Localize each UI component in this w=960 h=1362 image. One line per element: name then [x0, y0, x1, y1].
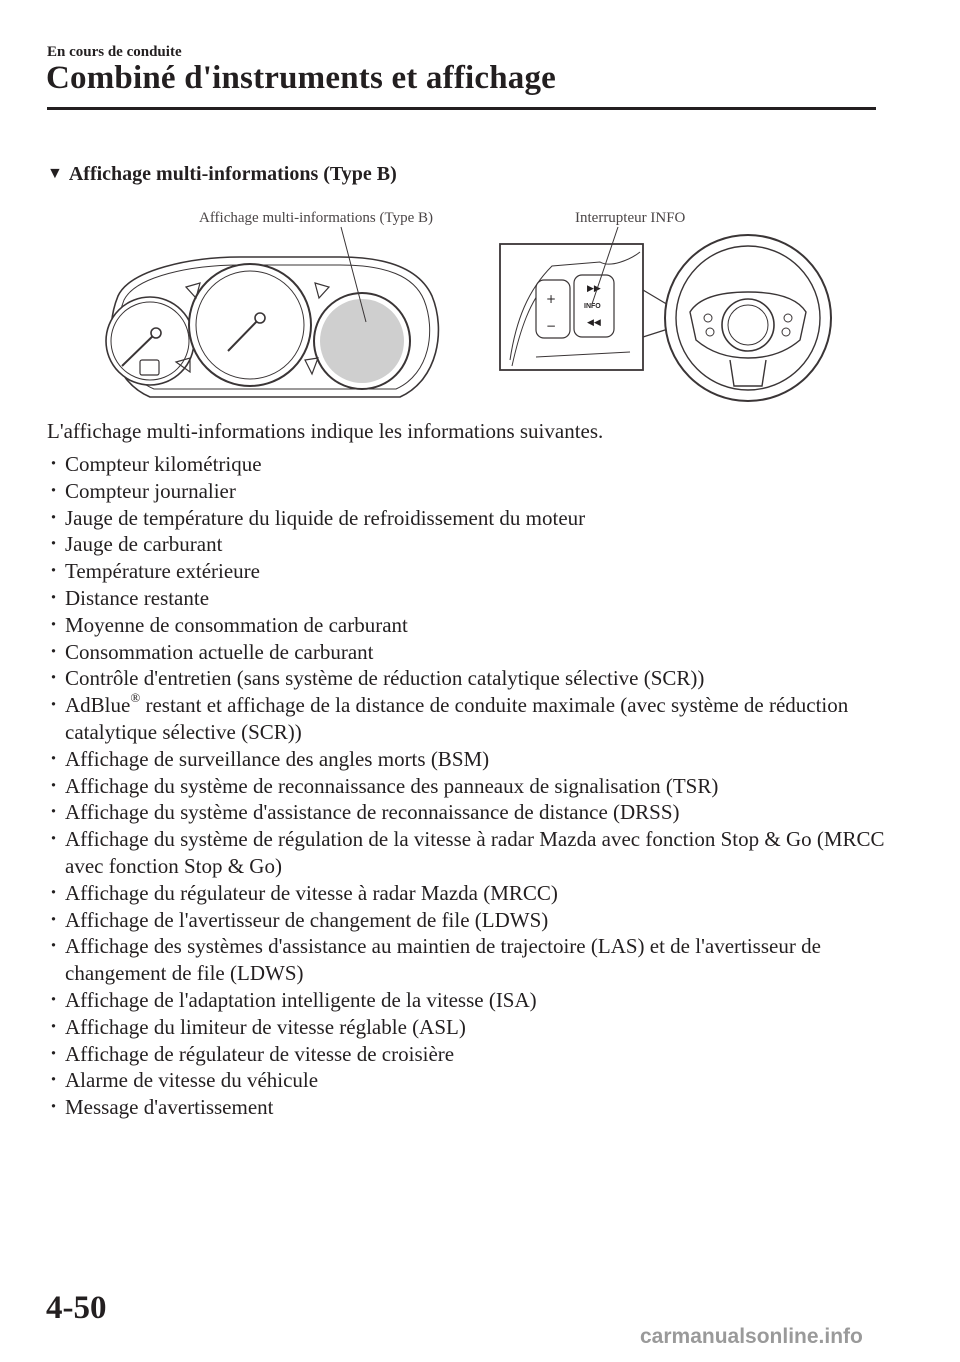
list-item: · Jauge de température du liquide de refroidissement du moteur	[47, 505, 887, 532]
section-label: En cours de conduite	[47, 44, 182, 60]
list-item: · Message d'avertissement	[47, 1094, 887, 1121]
information-list	[47, 451, 887, 1121]
page-number: 4-50	[46, 1290, 107, 1326]
list-item: · Affichage du système de régulation de la vitesse à radar Mazda avec fonction Stop & Go (MRCC avec fonction Stop & Go)	[47, 826, 887, 880]
intro-text: L'affichage multi-informations indique les informations suivantes.	[47, 419, 604, 443]
list-item: · Affichage du limiteur de vitesse réglable (ASL)	[47, 1014, 887, 1041]
instrument-cluster-illustration	[0, 0, 960, 420]
list-item: · Alarme de vitesse du véhicule	[47, 1067, 887, 1094]
list-item: · Affichage du régulateur de vitesse à radar Mazda (MRCC)	[47, 880, 887, 907]
info-button-label: INFO	[584, 303, 601, 310]
svg-text:+: +	[546, 292, 557, 306]
list-item: · Affichage du système d'assistance de reconnaissance de distance (DRSS)	[47, 799, 887, 826]
steering-wheel	[665, 235, 831, 401]
list-item: · Température extérieure	[47, 558, 887, 585]
list-item: · Contrôle d'entretien (sans système de réduction catalytique sélective (SCR))	[47, 665, 887, 692]
subheading-text: Affichage multi-informations (Type B)	[68, 163, 397, 185]
callout-switch-label: Interrupteur INFO	[575, 210, 686, 226]
registered-mark: ®	[130, 690, 141, 706]
list-item: · Affichage de régulateur de vitesse de croisière	[47, 1041, 887, 1068]
list-item: · Affichage des systèmes d'assistance au maintien de trajectoire (LAS) et de l'avertisseur de changement de file (LDWS)	[47, 933, 887, 987]
list-item: · Jauge de carburant	[47, 531, 887, 558]
list-item: · Affichage de l'adaptation intelligente de la vitesse (ISA)	[47, 987, 887, 1014]
list-item: · Consommation actuelle de carburant	[47, 639, 887, 666]
triangle-down-icon: ▼	[47, 165, 63, 182]
svg-text:◀◀: ◀◀	[587, 318, 601, 328]
adblue-name: AdBlue	[65, 693, 131, 718]
list-item: · Affichage de l'avertisseur de changement de file (LDWS)	[47, 907, 887, 934]
list-item: · Affichage du système de reconnaissance des panneaux de signalisation (TSR)	[47, 773, 887, 800]
svg-text:−: −	[546, 319, 557, 333]
list-item: · Compteur kilométrique	[47, 451, 887, 478]
page-title: Combiné d'instruments et affichage	[46, 60, 557, 96]
svg-text:▶▶: ▶▶	[587, 284, 601, 294]
instrument-cluster	[106, 257, 438, 397]
info-switch-detail	[500, 244, 643, 370]
list-item: · Moyenne de consommation de carburant	[47, 612, 887, 639]
tachometer-gauge	[106, 297, 194, 385]
list-item: · Compteur journalier	[47, 478, 887, 505]
speedometer-gauge	[189, 264, 311, 386]
list-item-adblue	[47, 692, 887, 746]
list-item: · Distance restante	[47, 585, 887, 612]
watermark: carmanualsonline.info	[640, 1325, 863, 1348]
adblue-rest: restant et affichage de la distance de conduite maximale (avec système de réduction catalytique sélective (SCR))	[65, 693, 849, 744]
list-item: · Affichage de surveillance des angles morts (BSM)	[47, 746, 887, 773]
callout-display-label: Affichage multi-informations (Type B)	[199, 210, 434, 226]
